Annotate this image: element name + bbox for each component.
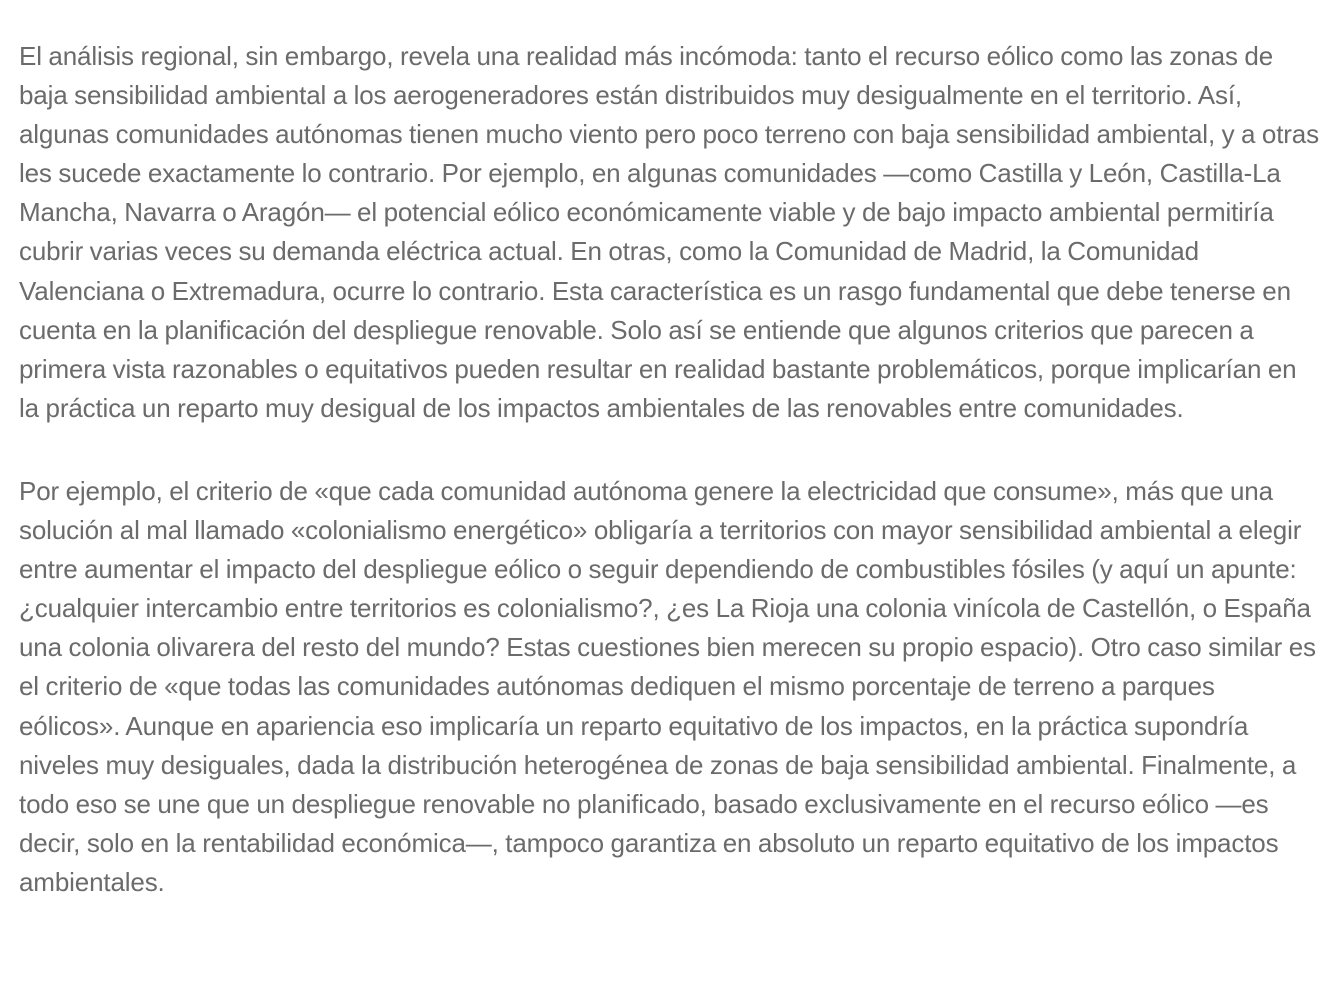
article-paragraph-regional-analysis: El análisis regional, sin embargo, revela una realidad más incómoda: tanto el recurso eólico como las zonas de baja sensibilidad ambiental a los aerogeneradores están distribuidos muy desigualmente en el territorio. Así, algunas comunidades autónomas tienen mucho viento pero poco terreno con baja sensibilidad ambiental, y a otras les sucede exactamente lo contrario. Por ejemplo, en algunas comunidades —como Castilla y León, Castilla-La Mancha, Navarra o Aragón— el potencial eólico económicamente viable y de bajo impacto ambiental permitiría cubrir varias veces su demanda eléctrica actual. En otras, como la Comunidad de Madrid, la Comunidad Valenciana o Extremadura, ocurre lo contrario. Esta característica es un rasgo fundamental que debe tenerse en cuenta en la planificación del despliegue renovable. Solo así se entiende que algunos criterios que parecen a primera vista razonables o equitativos pueden resultar en realidad bastante problemáticos, porque implicarían en la práctica un reparto muy desigual de los impactos ambientales de las renovables entre comunidades. <box>19 41 1319 423</box>
article-paragraph-criteria-examples: Por ejemplo, el criterio de «que cada comunidad autónoma genere la electricidad que consume», más que una solución al mal llamado «colonialismo energético» obligaría a territorios con mayor sensibilidad ambiental a elegir entre aumentar el impacto del despliegue eólico o seguir dependiendo de combustibles fósiles (y aquí un apunte: ¿cualquier intercambio entre territorios es colonialismo?, ¿es La Rioja una colonia vinícola de Castellón, o España una colonia olivarera del resto del mundo? Estas cuestiones bien merecen su propio espacio). Otro caso similar es el criterio de «que todas las comunidades autónomas dediquen el mismo porcentaje de terreno a parques eólicos». Aunque en apariencia eso implicaría un reparto equitativo de los impactos, en la práctica supondría niveles muy desiguales, dada la distribución heterogénea de zonas de baja sensibilidad ambiental. Finalmente, a todo eso se une que un despliegue renovable no planificado, basado exclusivamente en el recurso eólico —es decir, solo en la rentabilidad económica—, tampoco garantiza en absoluto un reparto equitativo de los impactos ambientales. <box>19 475 1316 897</box>
